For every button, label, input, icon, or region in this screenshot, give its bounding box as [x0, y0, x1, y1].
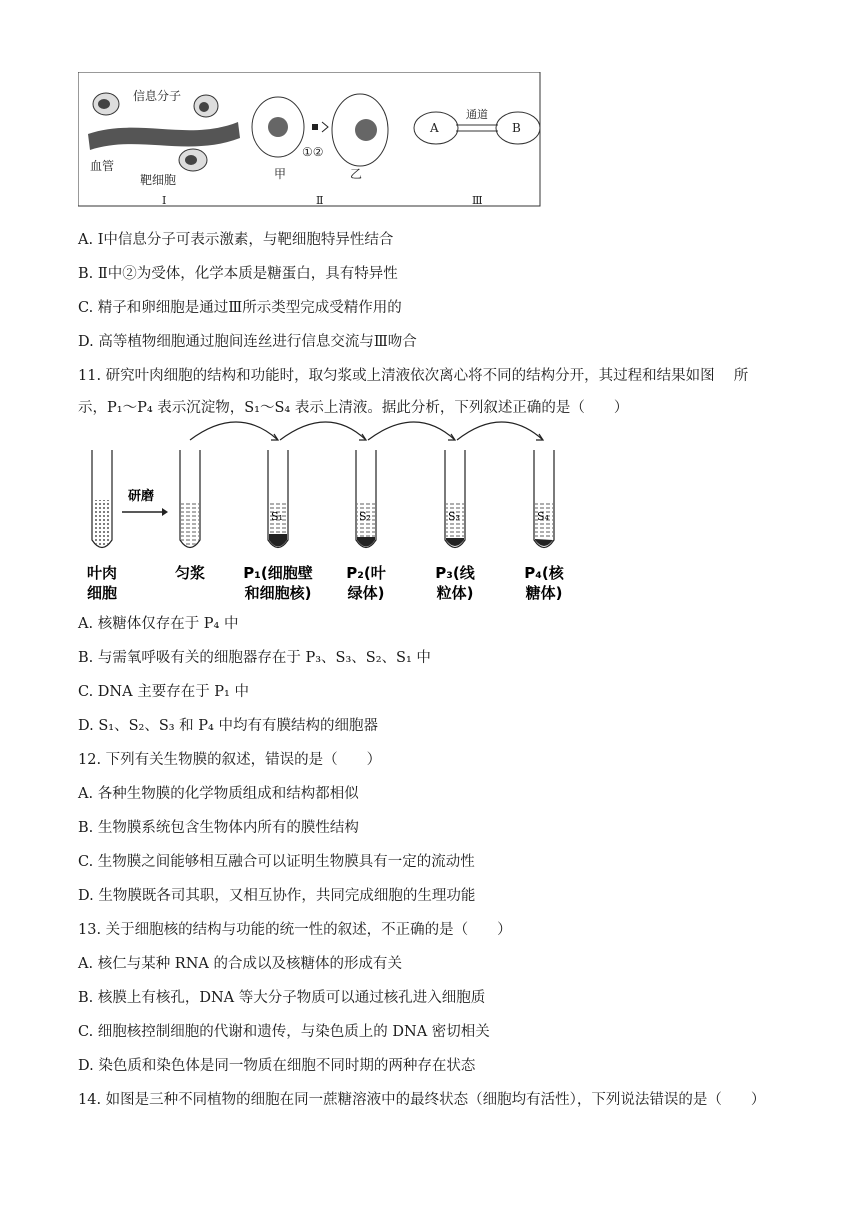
q11-stem-line2: 示，P₁～P₄ 表示沉淀物，S₁～S₄ 表示上清液。据此分析，下列叙述正确的是（ ）: [78, 400, 629, 416]
q13-option-b: B. 核膜上有核孔，DNA 等大分子物质可以通过核孔进入细胞质: [78, 990, 486, 1006]
panel2-label-jia: 甲: [274, 167, 287, 181]
panel-1-diagram: [88, 88, 240, 207]
tube4-label-bottom: 粒体): [436, 584, 474, 602]
tube3-label-bottom: 绿体): [347, 584, 385, 602]
q11-option-a: A. 核糖体仅存在于 P₄ 中: [78, 616, 239, 632]
panel-number-1: Ⅰ: [162, 194, 167, 207]
centrifuge-figure: [78, 410, 598, 610]
q10-option-d: D. 高等植物细胞通过胞间连丝进行信息交流与Ⅲ吻合: [78, 334, 417, 350]
panel2-label-yi: 乙: [350, 167, 363, 181]
q11-stem-line1: 11. 研究叶肉细胞的结构和功能时，取匀浆或上清液依次离心将不同的结构分开，其过程和结果如图 所: [78, 368, 749, 384]
tube-leaf-cells: [92, 450, 112, 548]
transfer-arrows: [190, 422, 543, 440]
panel3-label-b: B: [512, 121, 521, 135]
tube0-label-bottom: 细胞: [86, 584, 118, 602]
panel2-label-numbers: ①②: [302, 145, 324, 159]
grind-label: 研磨: [128, 489, 155, 504]
q10-option-b: B. Ⅱ中②为受体，化学本质是糖蛋白，具有特异性: [78, 266, 398, 282]
q12-option-c: C. 生物膜之间能够相互融合可以证明生物膜具有一定的流动性: [78, 854, 475, 870]
tube-p4: [534, 450, 554, 548]
panel-2-diagram: [252, 94, 388, 207]
q13-option-d: D. 染色质和染色体是同一物质在细胞不同时期的两种存在状态: [78, 1058, 476, 1074]
panel1-label-signal: 信息分子: [133, 89, 182, 103]
q10-option-c: C. 精子和卵细胞是通过Ⅲ所示类型完成受精作用的: [78, 300, 402, 316]
tube-p1: [268, 450, 288, 548]
panel1-label-target: 靶细胞: [140, 173, 177, 187]
panel-number-2: Ⅱ: [316, 194, 324, 207]
q11-option-b: B. 与需氧呼吸有关的细胞器存在于 P₃、S₃、S₂、S₁ 中: [78, 650, 431, 666]
q10-option-a: A. Ⅰ中信息分子可表示激素，与靶细胞特异性结合: [78, 232, 394, 248]
tube1-label-top: 匀浆: [174, 564, 206, 582]
panel-3-diagram: [414, 108, 540, 207]
q11-option-c: C. DNA 主要存在于 P₁ 中: [78, 684, 249, 700]
panel3-label-channel: 通道: [466, 108, 488, 121]
tube5-label-top: P₄(核: [524, 564, 564, 582]
panel1-label-vessel: 血管: [90, 159, 115, 173]
tube-p3-supernatant-label: S₃: [448, 510, 460, 523]
tube0-label-top: 叶肉: [86, 564, 118, 582]
q12-option-a: A. 各种生物膜的化学物质组成和结构都相似: [78, 786, 359, 802]
tube2-label-bottom: 和细胞核): [244, 584, 312, 602]
q13-option-a: A. 核仁与某种 RNA 的合成以及核糖体的形成有关: [78, 956, 402, 972]
q13-stem: 13. 关于细胞核的结构与功能的统一性的叙述，不正确的是（ ）: [78, 922, 512, 938]
tube2-label-top: P₁(细胞壁: [243, 564, 313, 582]
tube-p4-supernatant-label: S₄: [537, 510, 549, 523]
tube-p1-supernatant-label: S₁: [271, 510, 283, 523]
tube-p2: [356, 450, 376, 548]
tube4-label-top: P₃(线: [435, 564, 475, 582]
q12-stem: 12. 下列有关生物膜的叙述，错误的是（ ）: [78, 752, 382, 768]
panel-number-3: Ⅲ: [472, 194, 483, 207]
tube-homogenate: [180, 450, 200, 548]
tube-p2-supernatant-label: S₂: [359, 510, 371, 523]
q13-option-c: C. 细胞核控制细胞的代谢和遗传，与染色质上的 DNA 密切相关: [78, 1024, 490, 1040]
q12-option-d: D. 生物膜既各司其职，又相互协作，共同完成细胞的生理功能: [78, 888, 476, 904]
cell-communication-figure: [78, 72, 548, 212]
panel3-label-a: A: [430, 121, 439, 135]
q11-option-d: D. S₁、S₂、S₃ 和 P₄ 中均有有膜结构的细胞器: [78, 718, 378, 734]
tube-p3: [445, 450, 465, 548]
tube3-label-top: P₂(叶: [346, 564, 386, 582]
q12-option-b: B. 生物膜系统包含生物体内所有的膜性结构: [78, 820, 359, 836]
q14-stem: 14. 如图是三种不同植物的细胞在同一蔗糖溶液中的最终状态（细胞均有活性），下列说法错误的是（ ）: [78, 1092, 766, 1108]
tube5-label-bottom: 糖体): [525, 584, 563, 602]
